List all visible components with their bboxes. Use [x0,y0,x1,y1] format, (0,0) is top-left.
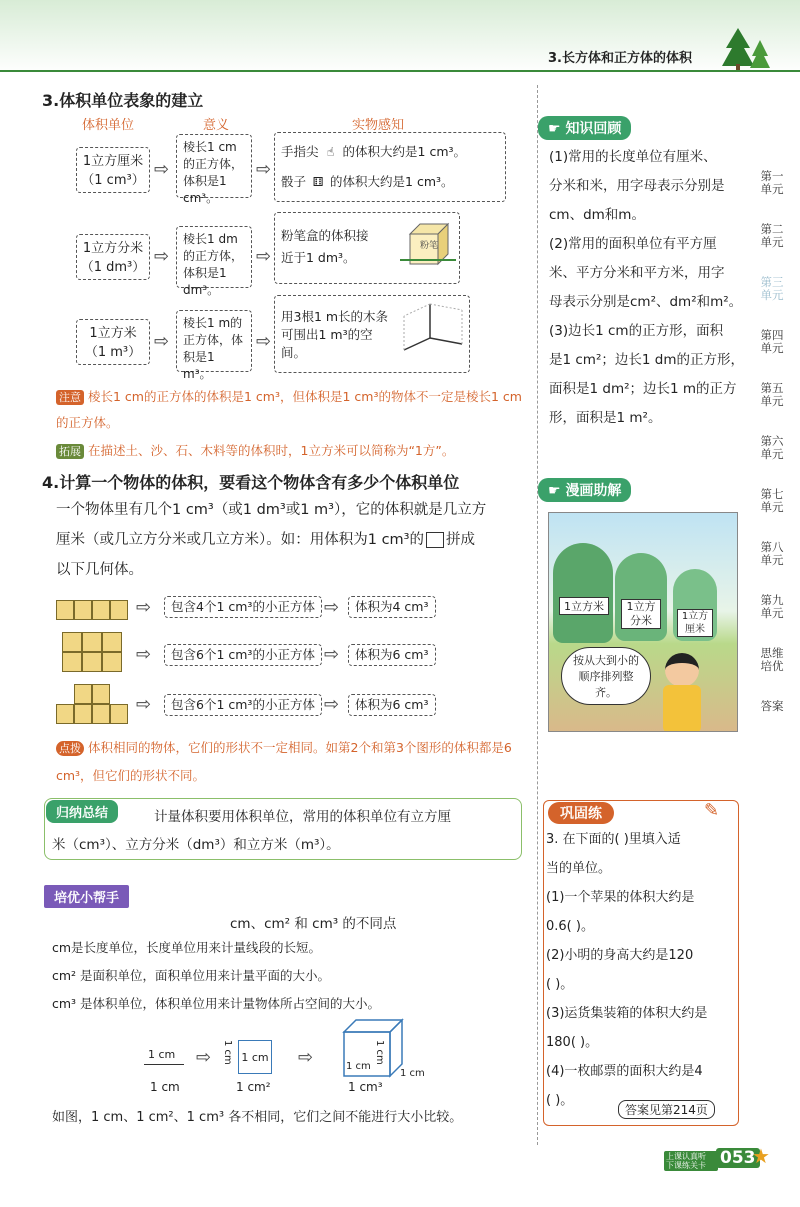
unit-sidebar [758,170,786,740]
sidebar-tab-5[interactable]: 第五单元 [760,381,784,408]
speech-bubble: 按从大到小的顺序排列整齐。 [561,647,651,705]
section4-title: 4.计算一个物体的体积，要看这个物体含有多少个体积单位 [42,473,460,492]
hand-icon: ☛ [548,121,566,137]
para-line: 以下几何体。 [56,562,143,578]
review-label [538,116,631,140]
practice-line: (2)小明的身高大约是120 [546,948,694,963]
col-meaning: 意义 [203,118,230,133]
hand-icon: ☛ [548,483,566,499]
practice-line: (1)一个苹果的体积大约是 [546,890,695,905]
arrow-icon: ⇨ [324,597,340,618]
fig-cube-b: 1 cm [374,1040,385,1065]
page-number: 053 [716,1148,760,1168]
ext-text: 在描述土、沙、石、木料等的体积时，1立方米可以简称为“1方”。 [88,443,455,458]
helper-line: cm² 是面积单位，面积单位用来计量平面的大小。 [52,968,331,983]
review-line: (1)常用的长度单位有厘米、 [549,149,717,165]
sidebar-tab-answer[interactable]: 答案 [760,699,784,713]
sidebar-tab-7[interactable]: 第七单元 [760,487,784,514]
summary-text2: 米（cm³）、立方分米（dm³）和立方米（m³）。 [52,837,340,853]
comic-panel [548,512,738,732]
fingertip-label: 手指尖 [281,144,319,159]
review-line: 米、平方分米和平方米，用字 [549,265,725,281]
unit-dm3-box [76,234,150,280]
sidebar-tab-6[interactable]: 第六单元 [760,434,784,461]
arrow-icon: ⇨ [324,644,340,665]
unit-label: 1立方分米 [82,241,144,256]
helper-line: cm³ 是体积单位，体积单位用来计量物体所占空间的大小。 [52,996,381,1011]
review-line: 面积是1 dm²；边长1 m的正方 [549,381,737,397]
review-line: 形，面积是1 m²。 [549,410,662,426]
kid-body [663,685,701,732]
unit-cube-icon [426,532,444,548]
monster-big [553,543,613,643]
review-line: 母表示分别是cm²、dm²和m²。 [549,294,743,310]
helper-title: cm、cm² 和 cm³ 的不同点 [230,916,397,932]
finger-icon: ☝ [326,144,335,159]
object-cm3 [274,132,506,202]
kid-head [665,653,699,687]
fig-cm3: 1 cm³ [348,1080,383,1094]
fig-square: 1 cm [238,1040,272,1074]
para-line: 一个物体里有几个1 cm³（或1 dm³或1 m³），它的体积就是几立方 [56,502,487,518]
monster-sign-1: 1立方米 [559,597,609,615]
review-line: 是1 cm²；边长1 dm的正方形， [549,352,744,368]
sidebar-tab-4[interactable]: 第四单元 [760,328,784,355]
para-line: 厘米（或几立方分米或几立方米）。如：用体积为1 cm³的 [56,532,424,548]
column-divider [537,85,538,1145]
helper-line: cm是长度单位，长度单位用来计量线段的长短。 [52,940,322,955]
review-line: cm、dm和m。 [549,207,645,223]
arrow-icon: ⇨ [298,1047,314,1068]
sidebar-tab-3[interactable]: 第三单元 [760,275,784,302]
dice-label: 骰子 [281,174,307,189]
meaning-cm3: 棱长1 cm的正方体，体积是1 cm³。 [176,134,252,198]
review-line: (3)边长1 cm的正方形，面积 [549,323,724,339]
practice-line: ( )。 [546,977,574,992]
unit-cm3-box [76,147,150,193]
arrow-icon: ⇨ [136,597,152,618]
review-label-text: 知识回顾 [565,121,622,137]
volume-box: 体积为6 cm³ [348,644,436,666]
arrow-icon: ⇨ [196,1047,212,1068]
arrow-icon: ⇨ [256,159,272,180]
fingertip-text: 的体积大约是1 cm³。 [342,144,467,159]
cubes-6a-figure [62,632,122,672]
fig-cube-a: 1 cm [346,1061,371,1072]
col-unit: 体积单位 [82,118,135,133]
practice-line: 0.6( )。 [546,919,594,934]
arrow-icon: ⇨ [256,331,272,352]
cubes-4-figure [56,596,128,620]
dice-icon: ⚅ [312,174,324,189]
note-tag: 注意 [56,390,84,405]
ext-tag: 拓展 [56,444,84,459]
sidebar-tab-8[interactable]: 第八单元 [760,540,784,567]
practice-line: (4)一枚邮票的面积大约是4 [546,1064,703,1079]
tip-block [56,734,526,790]
unit-label: 1立方米 [89,326,137,341]
footer-slogan: 上课认真听 下课练关卡 [664,1151,718,1171]
note-block [56,384,526,436]
arrow-icon: ⇨ [256,246,272,267]
sidebar-tab-1[interactable]: 第一单元 [760,169,784,196]
comic-label-text: 漫画助解 [565,483,622,499]
arrow-icon: ⇨ [154,159,170,180]
practice-line: 当的单位。 [546,861,612,876]
section3-title: 3.体积单位表象的建立 [42,91,204,110]
practice-line: ( )。 [546,1093,574,1108]
unit-label: 1立方厘米 [82,154,144,169]
fig-cm2: 1 cm² [236,1080,271,1094]
unit-m3-box [76,319,150,365]
arrow-icon: ⇨ [324,694,340,715]
review-line: 分米和米，用字母表示分别是 [549,178,725,194]
pencil-icon: ✎ [704,800,720,821]
contains-box: 包含6个1 cm³的小正方体 [164,694,322,716]
mascot-icon: ★ [752,1144,770,1168]
volume-box: 体积为6 cm³ [348,694,436,716]
col-object: 实物感知 [352,118,405,133]
arrow-icon: ⇨ [154,331,170,352]
practice-label: 巩固练 [548,802,614,824]
extension-block [56,438,526,464]
tree-icon [722,26,772,72]
chapter-title: 3.长方体和正方体的体积 [548,51,692,66]
helper-label: 培优小帮手 [44,885,129,908]
para-line: 拼成 [446,532,475,548]
practice-text [546,825,736,1115]
contains-box: 包含6个1 cm³的小正方体 [164,644,322,666]
helper-conclusion: 如图，1 cm、1 cm²、1 cm³ 各不相同，它们之间不能进行大小比较。 [52,1110,463,1125]
fig-cube-c: 1 cm [400,1068,425,1079]
m3-text: 用3根1 m长的木条可围出1 m³的空间。 [281,309,389,360]
header-line [0,70,800,72]
fig-cm: 1 cm [150,1080,180,1094]
note-text: 棱长1 cm的正方体的体积是1 cm³，但体积是1 cm³的物体不一定是棱长1 cm的正方体。 [56,389,522,430]
sidebar-tab-9[interactable]: 第九单元 [760,593,784,620]
review-text [549,143,749,433]
summary-label: 归纳总结 [46,800,118,823]
practice-line: 3. 在下面的( )里填入适 [546,832,681,847]
review-line: (2)常用的面积单位有平方厘 [549,236,717,252]
monster-sign-3: 1立方厘米 [677,609,713,637]
monster-sign-2: 1立方分米 [621,599,661,629]
unit-symbol: （1 m³） [84,345,142,360]
fig-square-side: 1 cm [222,1040,233,1065]
section4-para [56,495,526,585]
meaning-m3: 棱长1 m的正方体，体积是1 m³。 [176,310,252,372]
summary-text1: 计量体积要用体积单位，常用的体积单位有立方厘 [154,809,451,825]
sidebar-tab-2[interactable]: 第二单元 [760,222,784,249]
sidebar-tab-think[interactable]: 思维培优 [760,646,784,673]
helper-lines [52,934,522,1018]
practice-line: 180( )。 [546,1035,599,1050]
dice-text: 的体积大约是1 cm³。 [330,174,454,189]
fig-line [144,1064,184,1065]
fig-line-label: 1 cm [148,1048,176,1061]
cubes-6b-figure [56,684,128,724]
chalkbox-text: 粉笔盒的体积接近于1 dm³。 [281,228,369,265]
tip-tag: 点拨 [56,741,84,756]
practice-line: (3)运货集装箱的体积大约是 [546,1006,708,1021]
tip-text: 体积相同的物体，它们的形状不一定相同。如第2个和第3个图形的体积都是6 cm³，但它们的形状不同。 [56,740,512,783]
unit-symbol: （1 cm³） [81,173,145,188]
chalk-label: 粉笔 [420,241,439,251]
answer-ref: 答案见第214页 [618,1100,715,1119]
unit-symbol: （1 dm³） [80,260,146,275]
arrow-icon: ⇨ [136,694,152,715]
volume-box: 体积为4 cm³ [348,596,436,618]
meaning-dm3: 棱长1 dm的正方体，体积是1 dm³。 [176,226,252,288]
arrow-icon: ⇨ [136,644,152,665]
corner-sticks-icon [400,300,464,368]
comic-label [538,478,631,502]
contains-box: 包含4个1 cm³的小正方体 [164,596,322,618]
arrow-icon: ⇨ [154,246,170,267]
